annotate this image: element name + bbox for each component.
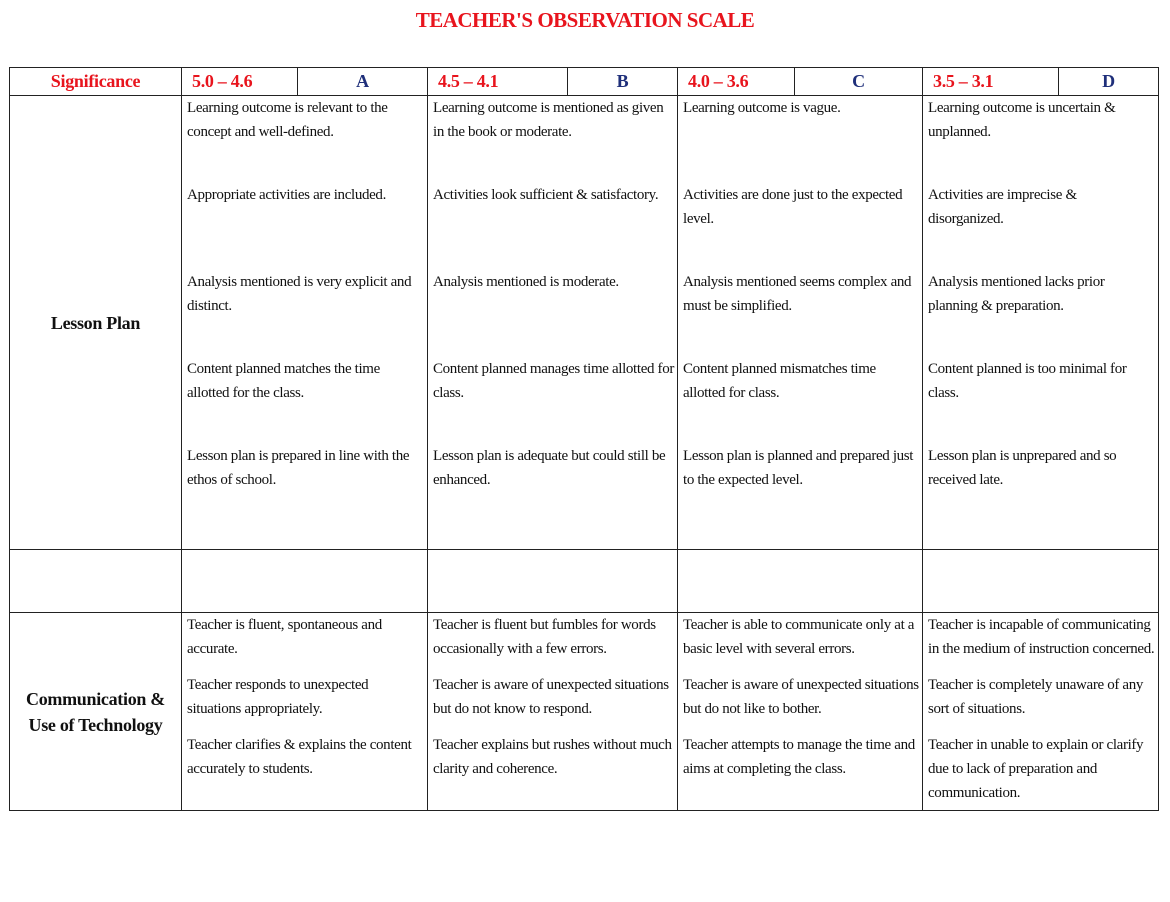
criterion: Analysis mentioned is very explicit and distinct.	[187, 274, 412, 314]
criterion: Teacher is aware of unexpected situations but do not like to bother.	[683, 677, 919, 717]
empty-cell	[182, 550, 428, 613]
empty-cell	[678, 550, 923, 613]
criterion: Teacher responds to unexpected situations appropriately.	[187, 677, 369, 717]
communication-label	[10, 613, 182, 811]
criterion: Activities look sufficient & satisfactory.	[433, 187, 659, 203]
criterion: Appropriate activities are included.	[187, 187, 386, 203]
observation-scale-table	[9, 67, 1159, 811]
criterion: Content planned is too minimal for class.	[928, 361, 1127, 401]
communication-row	[10, 613, 1159, 811]
criterion: Teacher is aware of unexpected situations but do not know to respond.	[433, 677, 669, 717]
communication-grade-c	[678, 613, 923, 811]
lesson-plan-grade-d	[923, 96, 1159, 550]
criterion: Teacher is completely unaware of any sort of situations.	[928, 677, 1143, 717]
criterion: Content planned mismatches time allotted for class.	[683, 361, 876, 401]
criterion: Analysis mentioned is moderate.	[433, 274, 619, 290]
criterion: Teacher in unable to explain or clarify due to lack of preparation and communication.	[928, 737, 1144, 801]
grade-b: B	[568, 68, 678, 96]
communication-grade-a	[182, 613, 428, 811]
criterion: Analysis mentioned seems complex and must be simplified.	[683, 274, 912, 314]
criterion: Lesson plan is adequate but could still be enhanced.	[433, 448, 666, 488]
criterion: Teacher clarifies & explains the content accurately to students.	[187, 737, 412, 777]
empty-row	[10, 550, 1159, 613]
lesson-plan-grade-c	[678, 96, 923, 550]
lesson-plan-row	[10, 96, 1159, 550]
criterion: Teacher is fluent, spontaneous and accurate.	[187, 617, 382, 657]
empty-cell	[10, 550, 182, 613]
significance-header: Significance	[10, 68, 182, 96]
communication-label-line2: Use of Technology	[28, 714, 163, 735]
empty-cell	[923, 550, 1159, 613]
criterion: Lesson plan is planned and prepared just to the expected level.	[683, 448, 914, 488]
range-b: 4.5 – 4.1	[428, 68, 568, 96]
criterion: Learning outcome is uncertain & unplanned.	[928, 100, 1116, 140]
grade-a: A	[298, 68, 428, 96]
criterion: Content planned matches the time allotted for the class.	[187, 361, 380, 401]
empty-cell	[428, 550, 678, 613]
range-c: 4.0 – 3.6	[678, 68, 795, 96]
lesson-plan-grade-b	[428, 96, 678, 550]
range-d: 3.5 – 3.1	[923, 68, 1059, 96]
communication-label-line1: Communication &	[26, 688, 165, 709]
criterion: Content planned manages time allotted for class.	[433, 361, 674, 401]
header-row	[10, 68, 1159, 96]
lesson-plan-grade-a	[182, 96, 428, 550]
communication-grade-b	[428, 613, 678, 811]
page-title: TEACHER'S OBSERVATION SCALE	[415, 8, 755, 32]
criterion: Teacher is fluent but fumbles for words occasionally with a few errors.	[433, 617, 656, 657]
criterion: Teacher attempts to manage the time and aims at completing the class.	[683, 737, 915, 777]
grade-d: D	[1059, 68, 1159, 96]
criterion: Learning outcome is relevant to the concept and well-defined.	[187, 100, 388, 140]
criterion: Learning outcome is vague.	[683, 100, 841, 116]
communication-grade-d	[923, 613, 1159, 811]
criterion: Lesson plan is unprepared and so received late.	[928, 448, 1117, 488]
criterion: Lesson plan is prepared in line with the ethos of school.	[187, 448, 410, 488]
criterion: Learning outcome is mentioned as given in the book or moderate.	[433, 100, 664, 140]
criterion: Analysis mentioned lacks prior planning & preparation.	[928, 274, 1105, 314]
range-a: 5.0 – 4.6	[182, 68, 298, 96]
grade-c: C	[795, 68, 923, 96]
criterion: Teacher is incapable of communicating in the medium of instruction concerned.	[928, 617, 1155, 657]
lesson-plan-label: Lesson Plan	[10, 96, 182, 550]
criterion: Activities are done just to the expected level.	[683, 187, 903, 227]
criterion: Teacher is able to communicate only at a basic level with several errors.	[683, 617, 915, 657]
criterion: Activities are imprecise & disorganized.	[928, 187, 1077, 227]
criterion: Teacher explains but rushes without much clarity and coherence.	[433, 737, 672, 777]
